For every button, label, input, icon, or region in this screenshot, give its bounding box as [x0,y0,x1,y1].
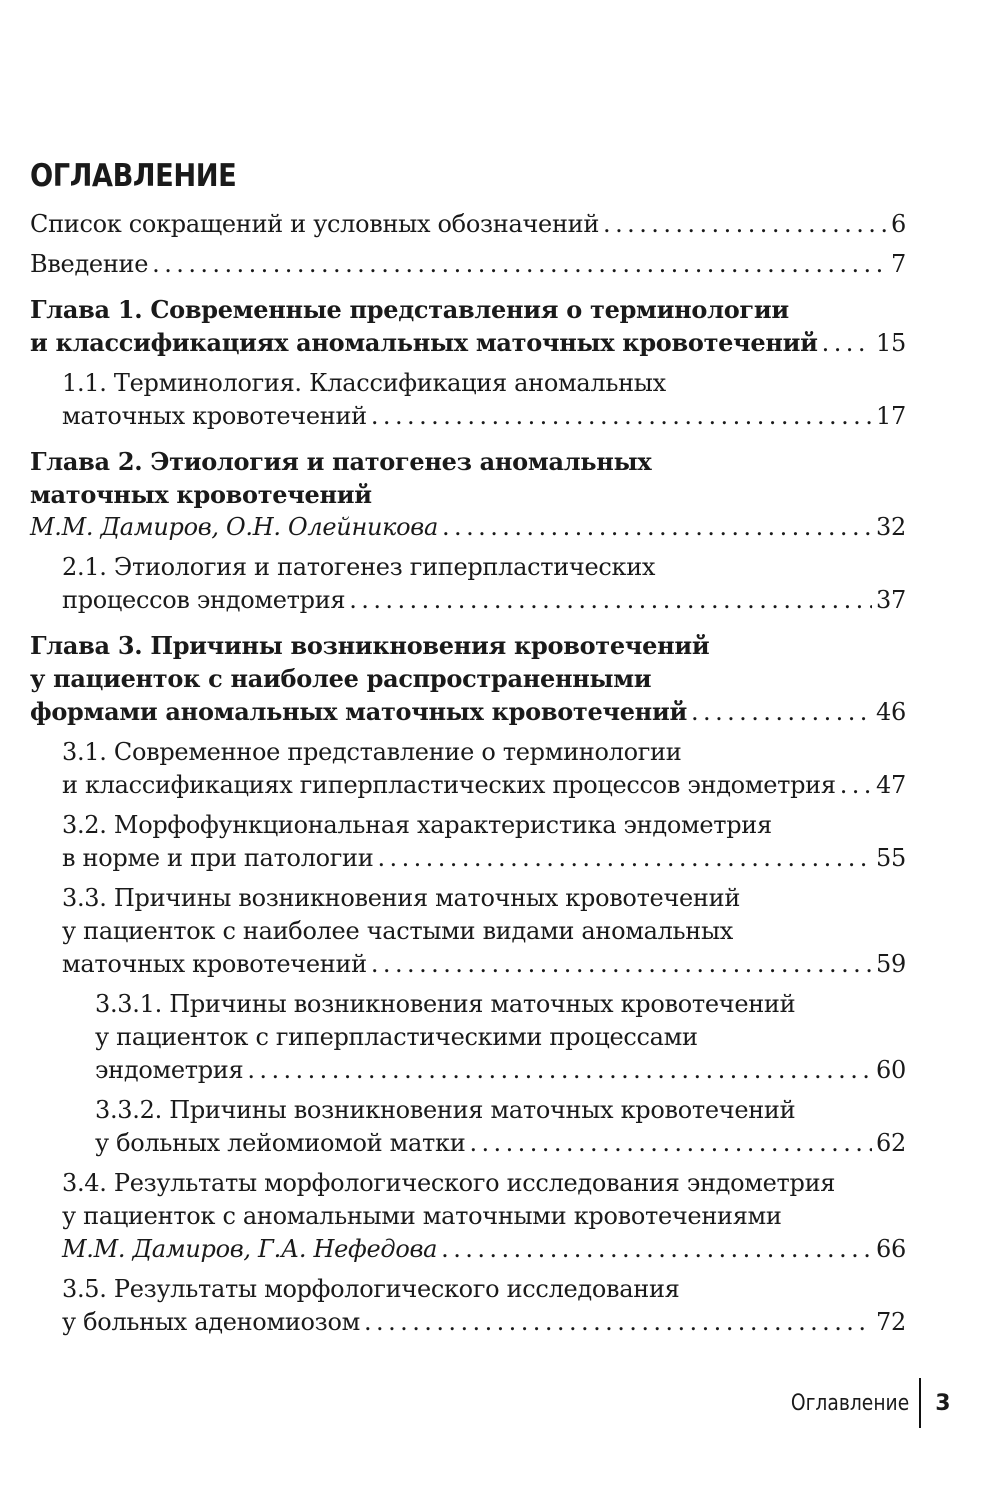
dot-leader [469,1127,872,1160]
toc-entry[interactable] [30,445,906,544]
toc-entry-title-line [62,367,906,400]
toc-entry-text: маточных кровотечений [62,402,367,430]
page-number: 3 [935,1390,951,1416]
toc-entry-title-line [62,1167,906,1200]
toc-entry-title-line [95,1021,906,1054]
toc-entry-page: 15 [876,329,906,357]
toc-entry-page: 46 [876,698,906,726]
running-footer [770,1378,951,1428]
toc-entry-title-line [62,736,906,769]
toc-entry-page: 32 [876,513,906,541]
dot-leader [691,695,872,729]
toc-entry-title-line [30,326,906,360]
toc-entry-page: 47 [876,771,906,799]
dot-leader [371,948,872,981]
toc-entry-page: 37 [876,586,906,614]
toc-entry[interactable] [30,248,906,281]
toc-entry-title-line [30,293,906,326]
toc-entry-text: у пациенток с наиболее распространенными [30,664,652,693]
toc-entry-text: у пациенток с аномальными маточными кровотечениями [62,1202,782,1230]
toc-entry-title-line [62,809,906,842]
toc-entry-page: 6 [891,210,906,238]
table-of-contents [30,208,906,1339]
dot-leader [349,584,872,617]
dot-leader [840,769,872,802]
toc-entry-text: эндометрия [95,1056,244,1084]
footer-section-title: Оглавление [790,1390,910,1416]
toc-entry-title-line [62,551,906,584]
toc-entry[interactable] [30,551,906,617]
toc-entry-text: 3.4. Результаты морфологического исследования эндометрия [62,1169,836,1197]
toc-entry-text: маточных кровотечений [62,950,367,978]
toc-entry-authors [62,1233,906,1266]
toc-entry-title-line [62,948,906,981]
toc-entry-title-line [62,1200,906,1233]
toc-entry-page: 17 [876,402,906,430]
dot-leader [152,248,887,281]
toc-entry[interactable] [30,1167,906,1266]
toc-entry-title-line [30,478,906,511]
dot-leader [371,400,872,433]
toc-entry-title-line [62,1306,906,1339]
toc-entry-title-line [95,1094,906,1127]
toc-entry-authors [30,511,906,544]
toc-entry-page: 55 [876,844,906,872]
toc-entry-title-line [62,769,906,802]
toc-entry-text: 2.1. Этиология и патогенез гиперпластических [62,553,656,581]
dot-leader [364,1306,872,1339]
dot-leader [247,1054,872,1087]
toc-entry-text: и классификациях гиперпластических процессов эндометрия [62,771,836,799]
toc-entry-page: 66 [876,1235,906,1263]
dot-leader [822,326,872,360]
toc-entry-text: 3.2. Морфофункциональная характеристика эндометрия [62,811,772,839]
toc-entry-text: 1.1. Терминология. Классификация аномальных [62,369,666,397]
toc-entry-text: 3.3.1. Причины возникновения маточных кровотечений [95,990,796,1018]
toc-entry-text: и классификациях аномальных маточных кровотечений [30,328,818,357]
toc-entry-text: у больных аденомиозом [62,1308,360,1336]
toc-entry[interactable] [30,367,906,433]
toc-entry-title-line [30,208,906,241]
toc-entry[interactable] [30,629,906,729]
toc-entry-text: у больных лейомиомой матки [95,1129,466,1157]
toc-entry[interactable] [30,882,906,981]
toc-entry-text: М.М. Дамиров, Г.А. Нефедова [62,1235,438,1263]
toc-entry-title-line [30,695,906,729]
toc-entry-title-line [30,629,906,662]
dot-leader [603,208,887,241]
toc-entry-text: 3.5. Результаты морфологического исследования [62,1275,680,1303]
toc-entry-title-line [62,584,906,617]
toc-entry-title-line [62,882,906,915]
toc-entry[interactable] [30,208,906,241]
toc-entry-text: М.М. Дамиров, О.Н. Олейникова [30,513,438,541]
toc-entry-page: 62 [876,1129,906,1157]
toc-entry[interactable] [30,988,906,1087]
toc-entry[interactable] [30,809,906,875]
footer-divider [919,1378,921,1428]
toc-entry-text: Глава 1. Современные представления о терминологии [30,295,789,324]
toc-entry-text: у пациенток с наиболее частыми видами аномальных [62,917,734,945]
toc-entry-text: маточных кровотечений [30,480,372,509]
toc-entry[interactable] [30,1094,906,1160]
toc-entry-text: Список сокращений и условных обозначений [30,210,600,238]
toc-entry-text: в норме и при патологии [62,844,374,872]
toc-entry-text: 3.3.2. Причины возникновения маточных кровотечений [95,1096,796,1124]
toc-entry-title-line [30,248,906,281]
toc-entry-text: у пациенток с гиперпластическими процессами [95,1023,698,1051]
toc-entry-title-line [62,915,906,948]
toc-entry-title-line [62,400,906,433]
toc-entry-page: 7 [891,250,906,278]
toc-entry-page: 72 [876,1308,906,1336]
toc-entry-title-line [62,1273,906,1306]
toc-entry-title-line [95,1054,906,1087]
toc-entry-text: Глава 2. Этиология и патогенез аномальных [30,447,652,476]
toc-entry-title-line [95,988,906,1021]
toc-entry-text: Глава 3. Причины возникновения кровотечений [30,631,710,660]
toc-entry[interactable] [30,736,906,802]
toc-entry-text: формами аномальных маточных кровотечений [30,697,687,726]
toc-entry[interactable] [30,1273,906,1339]
toc-entry-text: 3.3. Причины возникновения маточных кровотечений [62,884,741,912]
toc-entry-title-line [95,1127,906,1160]
toc-entry-page: 60 [876,1056,906,1084]
dot-leader [442,511,872,544]
toc-entry-title-line [62,842,906,875]
toc-entry-text: процессов эндометрия [62,586,346,614]
toc-entry-text: 3.1. Современное представление о терминологии [62,738,682,766]
toc-entry-page: 59 [876,950,906,978]
toc-entry-title-line [30,445,906,478]
toc-entry[interactable] [30,293,906,360]
dot-leader [441,1233,872,1266]
toc-entry-text: Введение [30,250,149,278]
dot-leader [377,842,872,875]
page-title: ОГЛАВЛЕНИЕ [30,158,237,194]
toc-entry-title-line [30,662,906,695]
